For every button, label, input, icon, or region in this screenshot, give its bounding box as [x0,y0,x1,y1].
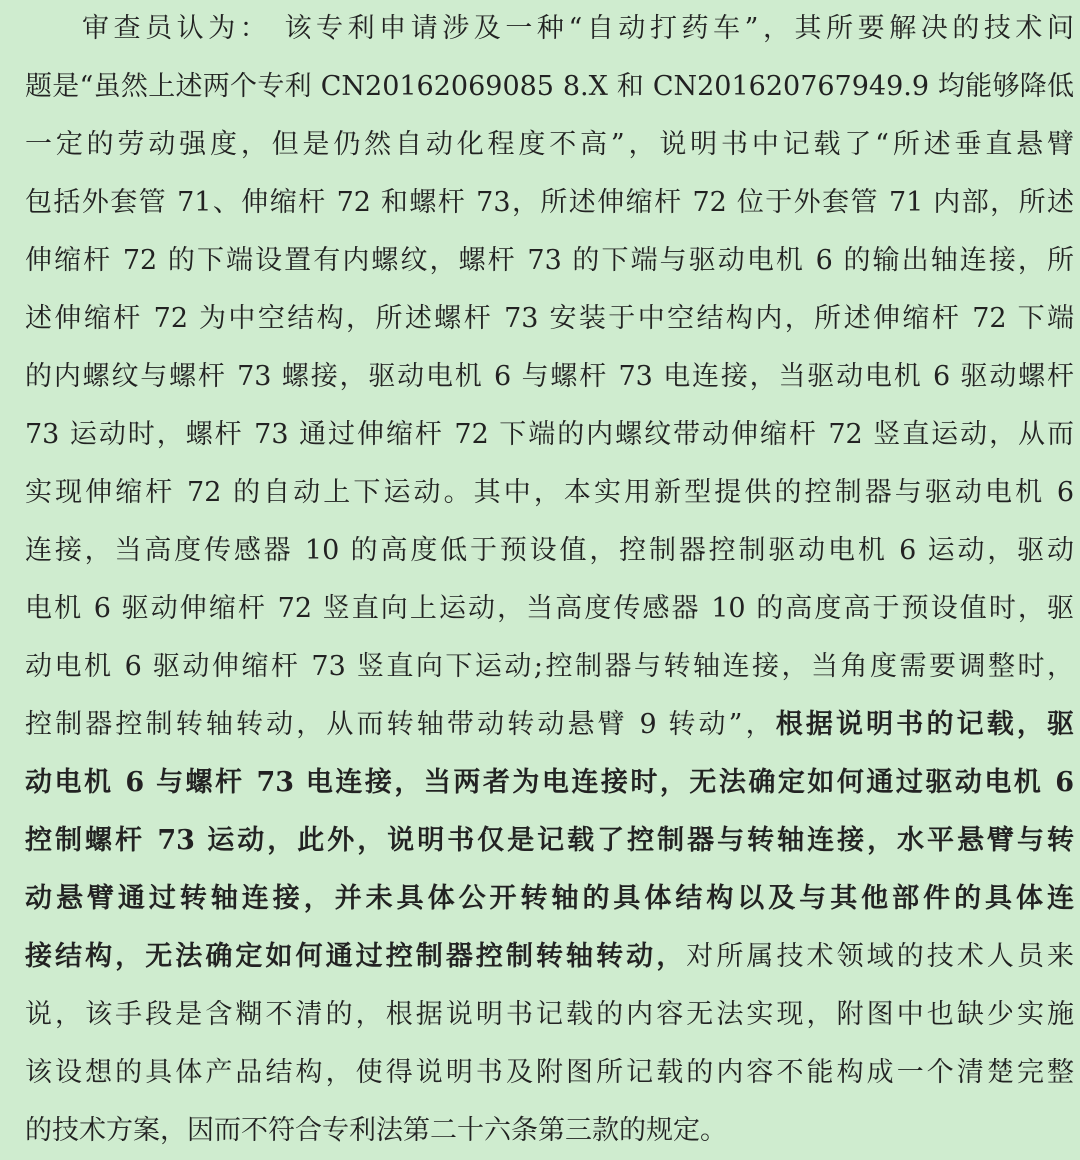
text-segment: 述伸缩杆 72 为中空结构，所述螺杆 73 安装于中空结构内，所述伸缩杆 72 下端 [25,303,1074,334]
text-segment: 实现伸缩杆 72 的自动上下运动。其中，本实用新型提供的控制器与驱动电机 6 [25,477,1074,508]
paragraph-line [25,870,1074,928]
text-segment: 动电机 6 驱动伸缩杆 73 竖直向下运动;控制器与转轴连接，当角度需要调整时， [25,651,1074,682]
paragraph-line [25,812,1074,870]
text-segment: 说，该手段是含糊不清的，根据说明书记载的内容无法实现，附图中也缺少实施 [25,999,1074,1030]
paragraph-line [25,580,1074,638]
text-segment: 的技术方案，因而不符合专利法第二十六条第三款的规定。 [25,1115,727,1146]
text-segment: 题是“虽然上述两个专利 CN20162069085 8.X 和 CN201620767949.9 均能够降低 [25,71,1074,102]
text-segment: 电机 6 驱动伸缩杆 72 竖直向上运动，当高度传感器 10 的高度高于预设值时，驱 [25,593,1074,624]
paragraph-line [25,290,1074,348]
text-segment: 该设想的具体产品结构，使得说明书及附图所记载的内容不能构成一个清楚完整 [25,1057,1074,1088]
paragraph-line [25,406,1074,464]
paragraph-line [25,0,1074,58]
paragraph-line [25,348,1074,406]
text-segment: 伸缩杆 72 的下端设置有内螺纹，螺杆 73 的下端与驱动电机 6 的输出轴连接，所 [25,245,1074,276]
bold-text-segment: 动悬臂通过转轴连接，并未具体公开转轴的具体结构以及与其他部件的具体连 [25,883,1074,914]
text-segment: 一定的劳动强度，但是仍然自动化程度不高”，说明书中记载了“所述垂直悬臂 [25,129,1074,160]
paragraph-line [25,522,1074,580]
paragraph-line [25,116,1074,174]
text-segment: 的内螺纹与螺杆 73 螺接，驱动电机 6 与螺杆 73 电连接，当驱动电机 6 驱动螺杆 [25,361,1074,392]
paragraph-line [25,1044,1074,1102]
bold-text-segment: 根据说明书的记载，驱 [775,709,1074,740]
paragraph-line [25,58,1074,116]
paragraph-line [25,928,1074,986]
text-segment: 审查员认为： 该专利申请涉及一种“自动打药车”，其所要解决的技术问 [82,13,1074,44]
paragraph-line [25,638,1074,696]
paragraph-line [25,464,1074,522]
text-segment: 控制器控制转轴转动，从而转轴带动转动悬臂 9 转动”， [25,709,776,740]
paragraph-line [25,232,1074,290]
paragraph-line [25,174,1074,232]
paragraph-line [25,1102,1074,1160]
text-segment: 73 运动时，螺杆 73 通过伸缩杆 72 下端的内螺纹带动伸缩杆 72 竖直运动，从而 [25,419,1074,450]
paragraph-line [25,986,1074,1044]
bold-text-segment: 控制螺杆 73 运动，此外，说明书仅是记载了控制器与转轴连接，水平悬臂与转 [25,825,1074,856]
bold-text-segment: 动电机 6 与螺杆 73 电连接，当两者为电连接时，无法确定如何通过驱动电机 6 [25,767,1074,798]
text-segment: 包括外套管 71、伸缩杆 72 和螺杆 73，所述伸缩杆 72 位于外套管 71 内部，所述 [25,187,1074,218]
text-segment: 连接，当高度传感器 10 的高度低于预设值，控制器控制驱动电机 6 运动，驱动 [25,535,1074,566]
text-segment: 对所属技术领域的技术人员来 [686,941,1074,972]
bold-text-segment: 接结构，无法确定如何通过控制器控制转轴转动， [25,941,687,972]
paragraph-line [25,696,1074,754]
paragraph-line [25,754,1074,812]
